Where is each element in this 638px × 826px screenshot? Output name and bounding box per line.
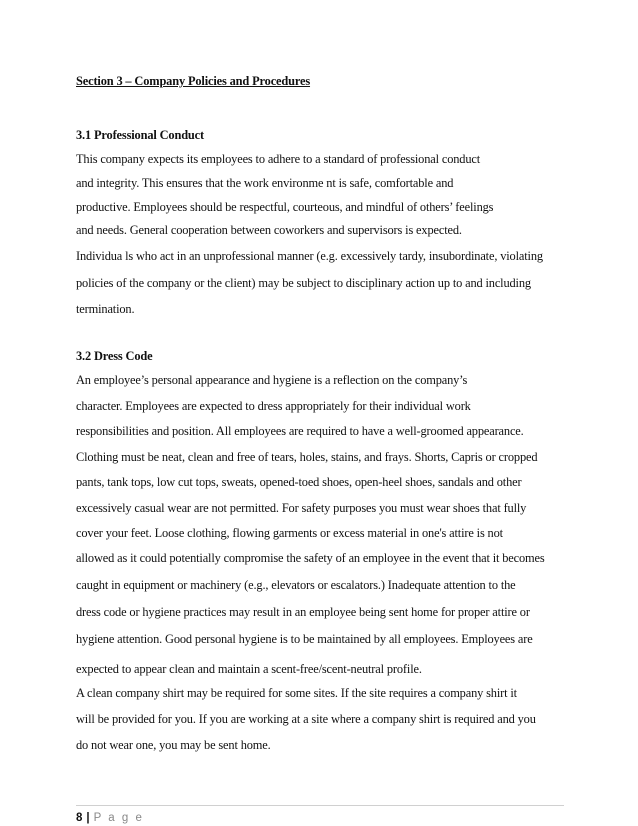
paragraph-line: do not wear one, you may be sent home. bbox=[76, 738, 271, 752]
subsection-heading-dress-code: 3.2 Dress Code bbox=[76, 349, 153, 363]
paragraph-line: cover your feet. Loose clothing, flowing garments or excess material in one's attire is not bbox=[76, 526, 503, 540]
paragraph-line: character. Employees are expected to dress appropriately for their individual work bbox=[76, 399, 471, 413]
subsection-heading-professional-conduct: 3.1 Professional Conduct bbox=[76, 128, 205, 142]
page-number: 8 bbox=[76, 812, 83, 824]
paragraph-line: allowed as it could potentially compromise the safety of an employee in the event that it becomes bbox=[76, 551, 545, 565]
paragraph-line: responsibilities and position. All employees are required to have a well-groomed appearance. bbox=[76, 424, 524, 438]
paragraph-line: An employee’s personal appearance and hygiene is a reflection on the company’s bbox=[76, 373, 468, 387]
paragraph-line: caught in equipment or machinery (e.g., elevators or escalators.) Inadequate attention to the bbox=[76, 578, 516, 592]
paragraph-line: and integrity. This ensures that the work environme nt is safe, comfortable and bbox=[76, 176, 454, 190]
page-word: P a g e bbox=[93, 812, 144, 824]
paragraph-line: will be provided for you. If you are working at a site where a company shirt is required and you bbox=[76, 712, 536, 726]
footer-separator: | bbox=[86, 812, 90, 824]
paragraph-line: excessively casual wear are not permitted. For safety purposes you must wear shoes that fully bbox=[76, 501, 527, 515]
paragraph-line: pants, tank tops, low cut tops, sweats, opened-toed shoes, open-heel shoes, sandals and other bbox=[76, 475, 522, 489]
paragraph-line: and needs. General cooperation between coworkers and supervisors is expected. bbox=[76, 223, 462, 237]
paragraph-line: termination. bbox=[76, 302, 135, 316]
paragraph-line: A clean company shirt may be required for some sites. If the site requires a company shirt it bbox=[76, 686, 517, 700]
paragraph-line: hygiene attention. Good personal hygiene is to be maintained by all employees. Employees are bbox=[76, 632, 533, 646]
paragraph-line: expected to appear clean and maintain a scent-free/scent-neutral profile. bbox=[76, 662, 422, 676]
section-title: Section 3 – Company Policies and Procedures bbox=[76, 74, 311, 88]
paragraph-line: Clothing must be neat, clean and free of tears, holes, stains, and frays. Shorts, Capris or cropped bbox=[76, 450, 538, 464]
paragraph-line: dress code or hygiene practices may result in an employee being sent home for proper attire or bbox=[76, 605, 530, 619]
paragraph-line: productive. Employees should be respectful, courteous, and mindful of others’ feelings bbox=[76, 200, 494, 214]
footer-divider bbox=[76, 805, 564, 806]
paragraph-line: policies of the company or the client) may be subject to disciplinary action up to and including bbox=[76, 276, 531, 290]
paragraph-line: This company expects its employees to adhere to a standard of professional conduct bbox=[76, 152, 481, 166]
page-footer bbox=[76, 812, 144, 825]
paragraph-line: Individua ls who act in an unprofessional manner (e.g. excessively tardy, insubordinate, violating bbox=[76, 249, 543, 263]
